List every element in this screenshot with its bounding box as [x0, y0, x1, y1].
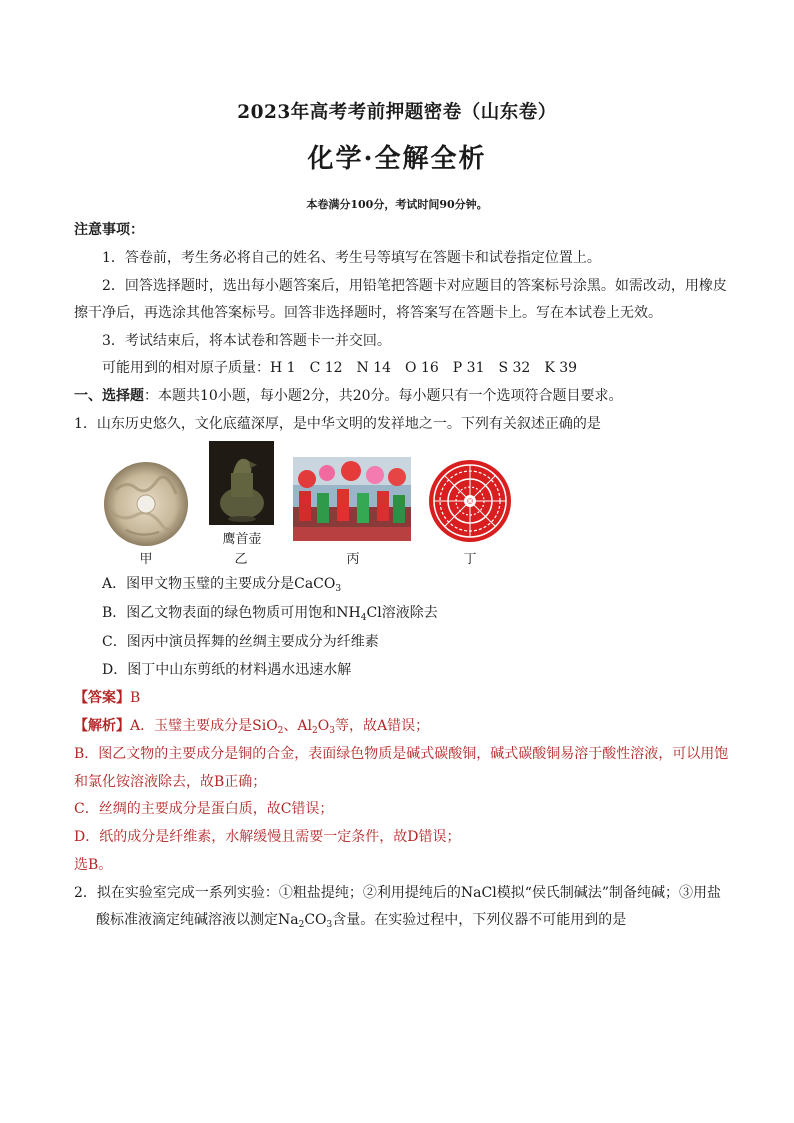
answer-value: B [130, 690, 141, 706]
notice-item-2-cont: 擦干净后，再选涂其他答案标号。回答非选择题时，将答案写在答题卡上。写在本试卷上无效。 [74, 305, 662, 321]
exam-title: 2023年高考考前押题密卷（山东卷） [237, 102, 557, 123]
image-label-ding: 丁 [463, 552, 477, 567]
analysis-label: 【解析】 [74, 718, 130, 734]
exam-info: 本卷满分100分，考试时间90分钟。 [306, 198, 488, 211]
image-eagle-pot [209, 441, 274, 525]
analysis-d: D．纸的成分是纤维素，水解缓慢且需要一定条件，故D错误； [74, 829, 461, 845]
image-paper-cut [428, 459, 512, 543]
image-jade-disc [101, 460, 191, 548]
section-1-label: 一、选择题 [74, 388, 144, 404]
analysis-a: 【解析】A．玉璧主要成分是SiO$_2$、$Al_2O_3$等，故A错误； [74, 718, 430, 736]
option-b: B．图乙文物表面的绿色物质可用饱和$NH_4Cl$溶液除去 [102, 605, 438, 623]
section-1-desc: ：本题共10小题，每小题2分，共20分。每小题只有一个选项符合题目要求。 [144, 388, 623, 404]
answer-line [74, 688, 140, 708]
image-label-yi: 乙 [234, 552, 248, 567]
notice-item-3: 3．考试结束后，将本试卷和答题卡一并交回。 [102, 333, 391, 349]
question-2-line2: 酸标准液滴定纯碱溶液以测定$Na_2CO_3$含量。在实验过程中，下列仪器不可能用到的是 [96, 912, 627, 930]
option-d: D．图丁中山东剪纸的材料遇水迅速水解 [102, 662, 352, 678]
question-1-stem: 1．山东历史悠久，文化底蕴深厚，是中华文明的发祥地之一。下列有关叙述正确的是 [74, 416, 601, 432]
atomic-mass: 可能用到的相对原子质量：H 1 C 12 N 14 O 16 P 31 S 32 K 39 [102, 360, 578, 376]
analysis-b-line2: 和氯化铵溶液除去，故B正确； [74, 774, 267, 790]
image-dance [293, 457, 411, 541]
analysis-c: C．丝绸的主要成分是蛋白质，故C错误； [74, 801, 334, 817]
option-a: A．图甲文物玉璧的主要成分是CaCO$_3$ [102, 576, 342, 594]
analysis-b-line1: B．图乙文物的主要成分是铜的合金，表面绿色物质是碱式碳酸铜，碱式碳酸铜易溶于酸性溶液，可以用饱 [74, 746, 729, 762]
notice-heading: 注意事项： [74, 222, 144, 238]
answer-label: 【答案】 [74, 690, 130, 706]
option-c: C．图丙中演员挥舞的丝绸主要成分为纤维素 [102, 634, 379, 650]
section-1-heading [74, 386, 623, 406]
question-2-line1: 2．拟在实验室完成一系列实验：①粗盐提纯；②利用提纯后的NaCl模拟“侯氏制碱法”制备纯碱；③用盐 [74, 885, 722, 901]
analysis-conclusion: 选B。 [74, 857, 113, 873]
image-label-bing: 丙 [346, 552, 360, 567]
notice-item-1: 1．答卷前，考生务必将自己的姓名、考生号等填写在答题卡和试卷指定位置上。 [102, 250, 601, 266]
image-label-jia: 甲 [139, 552, 153, 567]
subject-title: 化学·全解全析 [307, 144, 487, 174]
image-caption-eagle-pot: 鹰首壶 [222, 532, 262, 547]
notice-item-2: 2．回答选择题时，选出每小题答案后，用铅笔把答题卡对应题目的答案标号涂黑。如需改动，用橡皮 [102, 278, 727, 294]
